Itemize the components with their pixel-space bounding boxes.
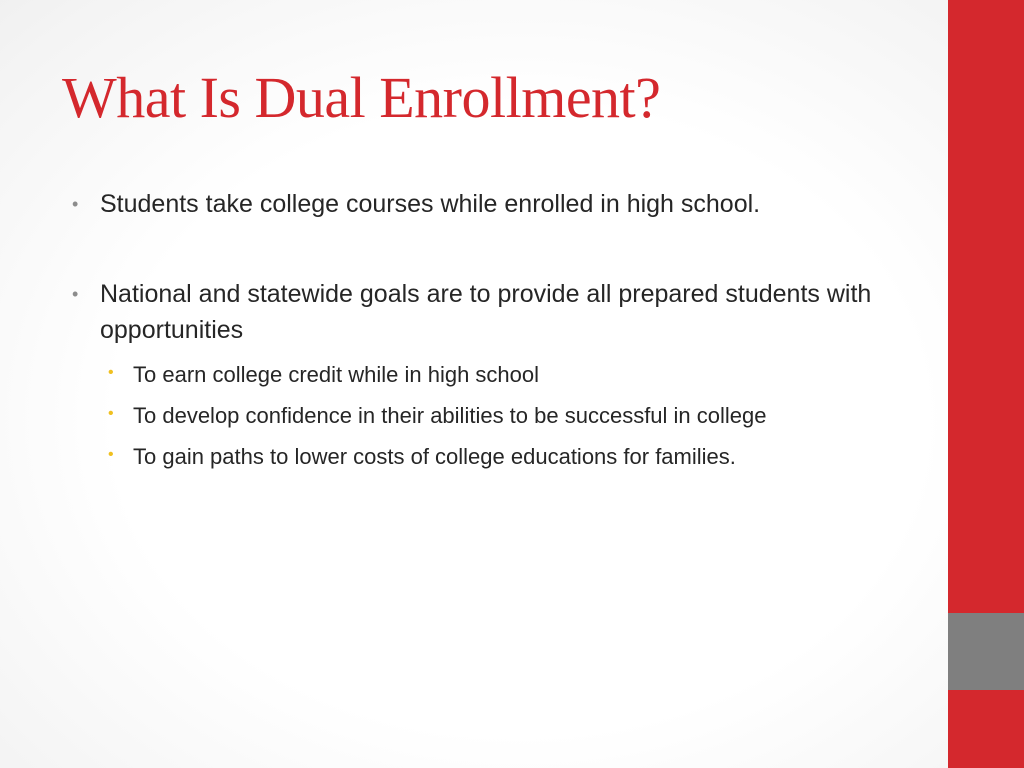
sub-bullet-text: To earn college credit while in high school xyxy=(133,362,540,387)
sub-bullet-item-3 xyxy=(100,436,932,477)
sub-bullet-list xyxy=(100,354,932,477)
bullet-dot-icon: • xyxy=(72,284,79,304)
accent-side-bar xyxy=(948,0,1024,768)
bullet-dot-icon: • xyxy=(72,194,79,214)
accent-bar-red-bottom xyxy=(948,690,1024,768)
accent-bar-red-top xyxy=(948,0,1024,613)
bullet-text: National and statewide goals are to provide all prepared students with opportunities xyxy=(100,280,872,344)
bullet-list xyxy=(72,186,932,477)
bullet-item-2 xyxy=(72,276,932,477)
sub-bullet-dot-icon: • xyxy=(108,364,114,381)
accent-bar-gray xyxy=(948,613,1024,690)
sub-bullet-dot-icon: • xyxy=(108,446,114,463)
bullet-item-1 xyxy=(72,186,932,222)
sub-bullet-text: To gain paths to lower costs of college educations for families. xyxy=(133,444,736,469)
sub-bullet-item-2 xyxy=(100,395,932,436)
sub-bullet-text: To develop confidence in their abilities to be successful in college xyxy=(133,403,767,428)
bullet-text: Students take college courses while enrolled in high school. xyxy=(100,190,761,218)
sub-bullet-dot-icon: • xyxy=(108,405,114,422)
sub-bullet-item-1 xyxy=(100,354,932,395)
slide-title: What Is Dual Enrollment? xyxy=(62,65,661,130)
